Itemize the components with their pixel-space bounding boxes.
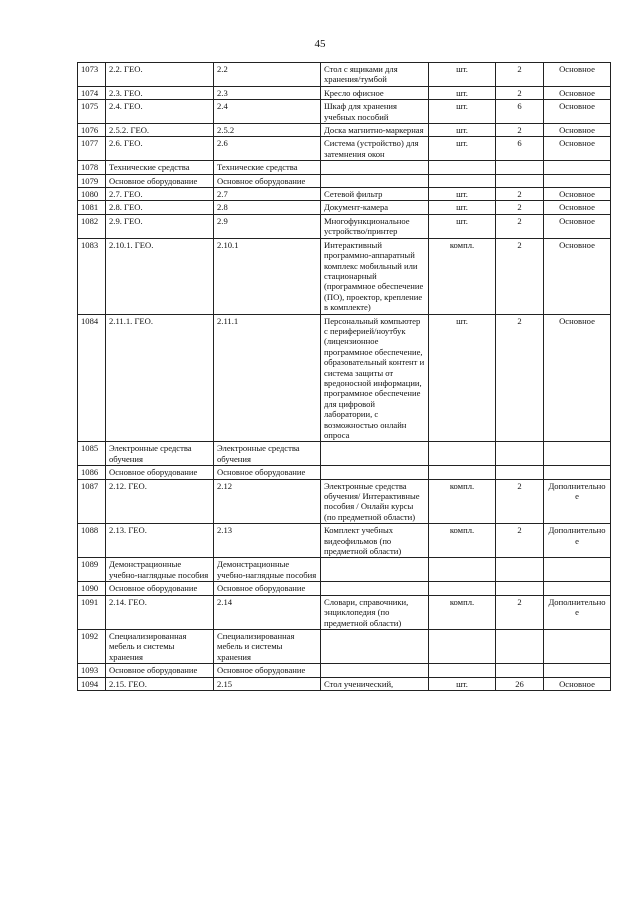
quantity-cell	[496, 629, 544, 663]
row-number-cell: 1073	[78, 63, 106, 87]
item-code-cell: 2.2. ГЕО.	[106, 63, 214, 87]
item-name-cell: Доска магнитно-маркерная	[321, 124, 429, 137]
table-row	[78, 595, 611, 629]
item-code-cell: 2.14. ГЕО.	[106, 595, 214, 629]
item-name-cell: Словари, справочники, энциклопедия (по предметной области)	[321, 595, 429, 629]
item-name-cell	[321, 161, 429, 174]
section-code-cell: 2.12	[214, 479, 321, 524]
section-code-cell: 2.15	[214, 677, 321, 690]
section-code-cell: 2.11.1	[214, 314, 321, 442]
table-row	[78, 677, 611, 690]
equipment-type-cell	[544, 174, 611, 187]
item-code-cell: Специализированная мебель и системы хранения	[106, 629, 214, 663]
equipment-type-cell: Основное	[544, 63, 611, 87]
row-number-cell: 1078	[78, 161, 106, 174]
equipment-type-cell	[544, 466, 611, 479]
quantity-cell: 6	[496, 100, 544, 124]
unit-cell: шт.	[429, 63, 496, 87]
table-row	[78, 238, 611, 314]
item-name-cell: Персональный компьютер с периферией/ноутбук (лицензионное программное обеспечение, образовательный контент и система защиты от вредоносной информации, программное обеспечение для цифровой лаборатории, с возможностью онлайн опроса	[321, 314, 429, 442]
quantity-cell	[496, 582, 544, 595]
equipment-type-cell: Основное	[544, 677, 611, 690]
row-number-cell: 1075	[78, 100, 106, 124]
item-code-cell: 2.6. ГЕО.	[106, 137, 214, 161]
section-code-cell: Электронные средства обучения	[214, 442, 321, 466]
section-code-cell: 2.13	[214, 524, 321, 558]
item-code-cell: 2.12. ГЕО.	[106, 479, 214, 524]
row-number-cell: 1090	[78, 582, 106, 595]
section-code-cell: 2.4	[214, 100, 321, 124]
item-code-cell: 2.9. ГЕО.	[106, 214, 214, 238]
unit-cell: шт.	[429, 677, 496, 690]
quantity-cell	[496, 558, 544, 582]
table-row	[78, 137, 611, 161]
unit-cell	[429, 174, 496, 187]
equipment-type-cell: Основное	[544, 201, 611, 214]
quantity-cell: 2	[496, 314, 544, 442]
table-row	[78, 63, 611, 87]
quantity-cell	[496, 442, 544, 466]
section-code-cell: Основное оборудование	[214, 466, 321, 479]
section-code-cell: Основное оборудование	[214, 664, 321, 677]
item-code-cell: 2.13. ГЕО.	[106, 524, 214, 558]
section-code-cell: Специализированная мебель и системы хранения	[214, 629, 321, 663]
table-row	[78, 161, 611, 174]
row-number-cell: 1074	[78, 86, 106, 99]
table-row	[78, 100, 611, 124]
row-number-cell: 1092	[78, 629, 106, 663]
item-code-cell: 2.10.1. ГЕО.	[106, 238, 214, 314]
equipment-type-cell: Дополнительное	[544, 595, 611, 629]
unit-cell	[429, 442, 496, 466]
item-name-cell	[321, 558, 429, 582]
quantity-cell: 26	[496, 677, 544, 690]
quantity-cell: 2	[496, 201, 544, 214]
table-row	[78, 558, 611, 582]
table-row	[78, 629, 611, 663]
item-code-cell: Основное оборудование	[106, 664, 214, 677]
equipment-type-cell: Основное	[544, 86, 611, 99]
item-name-cell: Комплект учебных видеофильмов (по предметной области)	[321, 524, 429, 558]
item-code-cell: 2.4. ГЕО.	[106, 100, 214, 124]
item-name-cell: Стол с ящиками для хранения/тумбой	[321, 63, 429, 87]
table-row	[78, 214, 611, 238]
equipment-type-cell: Основное	[544, 124, 611, 137]
item-code-cell: Технические средства	[106, 161, 214, 174]
unit-cell: компл.	[429, 238, 496, 314]
item-code-cell: Основное оборудование	[106, 174, 214, 187]
section-code-cell: 2.6	[214, 137, 321, 161]
table-row	[78, 188, 611, 201]
section-code-cell: 2.3	[214, 86, 321, 99]
item-code-cell: Основное оборудование	[106, 466, 214, 479]
table-row	[78, 314, 611, 442]
row-number-cell: 1082	[78, 214, 106, 238]
item-name-cell: Сетевой фильтр	[321, 188, 429, 201]
item-name-cell: Шкаф для хранения учебных пособий	[321, 100, 429, 124]
item-code-cell: 2.3. ГЕО.	[106, 86, 214, 99]
quantity-cell	[496, 161, 544, 174]
row-number-cell: 1089	[78, 558, 106, 582]
section-code-cell: 2.9	[214, 214, 321, 238]
item-code-cell: Основное оборудование	[106, 582, 214, 595]
item-name-cell: Интерактивный программно-аппаратный комплекс мобильный или стационарный (программное обеспечение (ПО), проектор, крепление в комплекте)	[321, 238, 429, 314]
equipment-type-cell: Дополнительное	[544, 524, 611, 558]
equipment-table-body	[78, 63, 611, 691]
quantity-cell: 2	[496, 595, 544, 629]
section-code-cell: 2.8	[214, 201, 321, 214]
item-name-cell: Электронные средства обучения/ Интерактивные пособия / Онлайн курсы (по предметной области)	[321, 479, 429, 524]
table-row	[78, 524, 611, 558]
equipment-type-cell: Основное	[544, 238, 611, 314]
equipment-type-cell	[544, 442, 611, 466]
row-number-cell: 1084	[78, 314, 106, 442]
item-name-cell	[321, 629, 429, 663]
row-number-cell: 1088	[78, 524, 106, 558]
quantity-cell: 2	[496, 188, 544, 201]
row-number-cell: 1077	[78, 137, 106, 161]
row-number-cell: 1086	[78, 466, 106, 479]
table-row	[78, 201, 611, 214]
quantity-cell: 2	[496, 238, 544, 314]
equipment-type-cell: Основное	[544, 188, 611, 201]
unit-cell	[429, 161, 496, 174]
item-code-cell: 2.15. ГЕО.	[106, 677, 214, 690]
row-number-cell: 1091	[78, 595, 106, 629]
quantity-cell: 2	[496, 86, 544, 99]
unit-cell	[429, 558, 496, 582]
unit-cell	[429, 582, 496, 595]
table-row	[78, 174, 611, 187]
item-name-cell	[321, 442, 429, 466]
quantity-cell: 2	[496, 63, 544, 87]
item-code-cell: 2.7. ГЕО.	[106, 188, 214, 201]
unit-cell	[429, 466, 496, 479]
row-number-cell: 1085	[78, 442, 106, 466]
item-name-cell: Стол ученический,	[321, 677, 429, 690]
unit-cell	[429, 664, 496, 677]
table-row	[78, 582, 611, 595]
item-name-cell: Документ-камера	[321, 201, 429, 214]
item-code-cell: 2.8. ГЕО.	[106, 201, 214, 214]
quantity-cell	[496, 466, 544, 479]
table-row	[78, 479, 611, 524]
table-row	[78, 124, 611, 137]
item-code-cell: 2.5.2. ГЕО.	[106, 124, 214, 137]
item-name-cell	[321, 664, 429, 677]
item-name-cell: Система (устройство) для затемнения окон	[321, 137, 429, 161]
section-code-cell: Основное оборудование	[214, 582, 321, 595]
row-number-cell: 1094	[78, 677, 106, 690]
section-code-cell: 2.5.2	[214, 124, 321, 137]
item-code-cell: Электронные средства обучения	[106, 442, 214, 466]
equipment-type-cell	[544, 161, 611, 174]
table-row	[78, 664, 611, 677]
quantity-cell	[496, 174, 544, 187]
item-name-cell: Многофункциональное устройство/принтер	[321, 214, 429, 238]
table-row	[78, 466, 611, 479]
section-code-cell: 2.10.1	[214, 238, 321, 314]
item-code-cell: Демонстрационные учебно-наглядные пособия	[106, 558, 214, 582]
unit-cell: шт.	[429, 86, 496, 99]
quantity-cell: 2	[496, 524, 544, 558]
table-row	[78, 86, 611, 99]
equipment-type-cell	[544, 629, 611, 663]
quantity-cell	[496, 664, 544, 677]
unit-cell	[429, 629, 496, 663]
section-code-cell: Основное оборудование	[214, 174, 321, 187]
quantity-cell: 2	[496, 214, 544, 238]
row-number-cell: 1083	[78, 238, 106, 314]
unit-cell: шт.	[429, 188, 496, 201]
page-number: 45	[314, 38, 326, 50]
section-code-cell: 2.14	[214, 595, 321, 629]
equipment-type-cell: Основное	[544, 214, 611, 238]
quantity-cell: 2	[496, 479, 544, 524]
row-number-cell: 1079	[78, 174, 106, 187]
section-code-cell: Демонстрационные учебно-наглядные пособия	[214, 558, 321, 582]
equipment-type-cell	[544, 558, 611, 582]
equipment-type-cell: Основное	[544, 100, 611, 124]
unit-cell: шт.	[429, 137, 496, 161]
quantity-cell: 6	[496, 137, 544, 161]
equipment-type-cell: Основное	[544, 137, 611, 161]
equipment-type-cell	[544, 664, 611, 677]
unit-cell: шт.	[429, 214, 496, 238]
unit-cell: компл.	[429, 524, 496, 558]
equipment-type-cell	[544, 582, 611, 595]
unit-cell: компл.	[429, 479, 496, 524]
equipment-table	[77, 62, 611, 691]
equipment-type-cell: Основное	[544, 314, 611, 442]
table-row	[78, 442, 611, 466]
row-number-cell: 1093	[78, 664, 106, 677]
item-name-cell	[321, 582, 429, 595]
row-number-cell: 1080	[78, 188, 106, 201]
section-code-cell: 2.2	[214, 63, 321, 87]
item-name-cell	[321, 466, 429, 479]
row-number-cell: 1076	[78, 124, 106, 137]
row-number-cell: 1087	[78, 479, 106, 524]
unit-cell: шт.	[429, 314, 496, 442]
section-code-cell: 2.7	[214, 188, 321, 201]
item-name-cell	[321, 174, 429, 187]
unit-cell: компл.	[429, 595, 496, 629]
unit-cell: шт.	[429, 100, 496, 124]
equipment-type-cell: Дополнительное	[544, 479, 611, 524]
item-code-cell: 2.11.1. ГЕО.	[106, 314, 214, 442]
unit-cell: шт.	[429, 201, 496, 214]
quantity-cell: 2	[496, 124, 544, 137]
unit-cell: шт.	[429, 124, 496, 137]
section-code-cell: Технические средства	[214, 161, 321, 174]
item-name-cell: Кресло офисное	[321, 86, 429, 99]
row-number-cell: 1081	[78, 201, 106, 214]
